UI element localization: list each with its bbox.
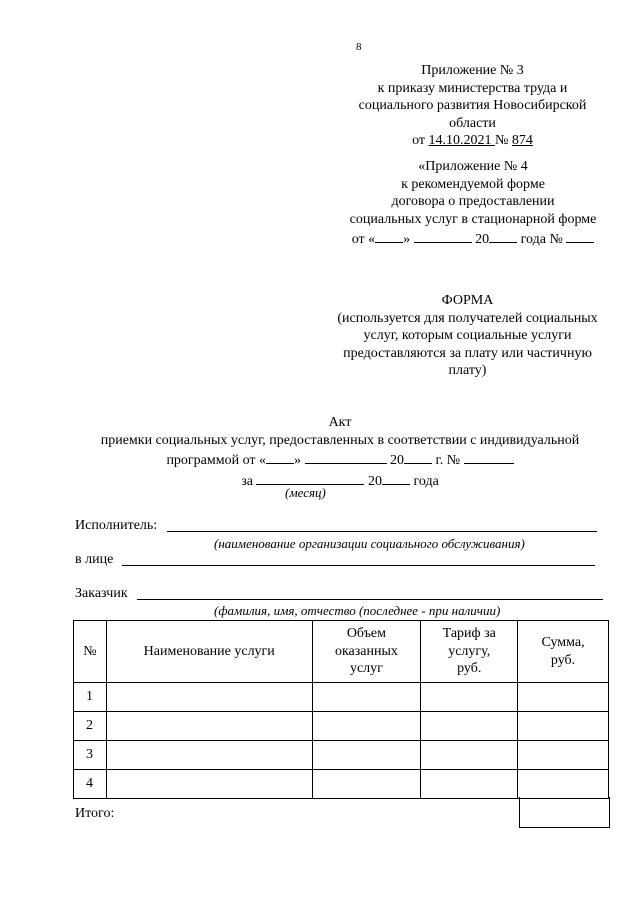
appendix-4-line-3: договора о предоставлении — [391, 194, 555, 209]
act-title: Акт — [328, 415, 352, 430]
table-row — [74, 683, 609, 712]
appendix-4-block — [338, 158, 608, 249]
total-sum-box[interactable] — [519, 797, 610, 828]
page-number: 8 — [356, 41, 362, 53]
forma-line-4: плату) — [448, 363, 487, 378]
appendix-3-line-1: Приложение № 3 — [421, 63, 524, 78]
executor-hint: (наименование организации социального обслуживания) — [214, 536, 525, 551]
header-volume-line-2: оказанных — [334, 643, 398, 659]
executor-field[interactable] — [167, 531, 597, 532]
program-number-label: г. № — [435, 453, 461, 468]
month-blank — [414, 228, 472, 243]
header-sum-line-1: Сумма, — [541, 635, 585, 650]
tariff-cell[interactable] — [421, 741, 518, 770]
volume-cell[interactable] — [312, 770, 421, 799]
header-sum — [518, 621, 609, 683]
period-month-blank — [256, 470, 364, 485]
appendix-3-line-3: социального развития Новосибирской — [358, 98, 587, 113]
row-number: 4 — [74, 770, 107, 799]
header-sum-line-2: руб. — [550, 652, 576, 668]
year-blank — [489, 228, 517, 243]
program-year-prefix: 20 — [390, 453, 405, 468]
sum-cell[interactable] — [518, 683, 609, 712]
period-year-blank — [382, 470, 410, 485]
services-table — [73, 620, 609, 799]
row-number: 2 — [74, 712, 107, 741]
forma-title: ФОРМА — [441, 293, 494, 308]
volume-cell[interactable] — [312, 683, 421, 712]
appendix-3-date-line — [350, 132, 595, 150]
person-label: в лице — [75, 552, 114, 567]
header-service-name: Наименование услуги — [106, 621, 312, 683]
header-volume — [312, 621, 421, 683]
service-name-cell[interactable] — [106, 741, 312, 770]
appendix-4-date-line — [338, 228, 608, 249]
year-prefix: 20 — [475, 232, 490, 247]
order-number: 874 — [511, 133, 533, 148]
act-line-2 — [60, 449, 620, 470]
volume-cell[interactable] — [312, 712, 421, 741]
person-field[interactable] — [122, 565, 595, 566]
sum-cell[interactable] — [518, 770, 609, 799]
forma-line-3: предоставляются за плату или частичную — [343, 345, 592, 361]
forma-line-1: (используется для получателей социальных — [337, 310, 598, 326]
header-tariff-line-1: Тариф за — [442, 626, 496, 642]
volume-cell[interactable] — [312, 741, 421, 770]
header-tariff-line-3: руб. — [457, 661, 482, 677]
tariff-cell[interactable] — [421, 770, 518, 799]
service-name-cell[interactable] — [106, 712, 312, 741]
header-tariff-line-2: услугу, — [448, 643, 491, 659]
appendix-4-line-4: социальных услуг в стационарной форме — [349, 211, 597, 227]
appendix-3-line-4: области — [449, 115, 496, 131]
period-year-prefix: 20 — [367, 473, 382, 489]
table-row — [74, 741, 609, 770]
appendix-4-line-2: к рекомендуемой форме — [401, 176, 545, 192]
row-number: 1 — [74, 683, 107, 712]
header-volume-line-1: Объем — [346, 626, 387, 642]
appendix-3-line-2: к приказу министерства труда и — [377, 80, 568, 96]
program-day-blank — [266, 449, 294, 464]
tariff-cell[interactable] — [421, 683, 518, 712]
program-date-close: » — [294, 453, 302, 468]
total-label: Итого: — [75, 806, 115, 821]
number-sign: № — [495, 133, 512, 148]
act-block — [60, 414, 620, 490]
table-row — [74, 770, 609, 799]
customer-hint: (фамилия, имя, отчество (последнее - при наличии) — [214, 603, 501, 618]
date-open: от « — [351, 232, 376, 247]
header-volume-line-3: услуг — [349, 661, 383, 677]
row-number: 3 — [74, 741, 107, 770]
month-hint: (месяц) — [285, 485, 326, 500]
service-name-cell[interactable] — [106, 683, 312, 712]
date-prefix: от — [412, 133, 429, 148]
period-label: за — [241, 473, 253, 489]
service-name-cell[interactable] — [106, 770, 312, 799]
program-year-blank — [404, 449, 432, 464]
day-blank — [375, 228, 403, 243]
executor-label: Исполнитель: — [75, 518, 158, 533]
appendix-4-line-1: «Приложение № 4 — [418, 159, 528, 174]
act-line-3 — [60, 470, 620, 491]
table-header-row — [74, 621, 609, 683]
forma-block — [325, 292, 610, 380]
program-number-blank — [464, 449, 514, 464]
year-number-label: года № — [520, 232, 563, 247]
tariff-cell[interactable] — [421, 712, 518, 741]
act-line-1: приемки социальных услуг, предоставленных в соответствии с индивидуальной — [100, 432, 580, 448]
program-date-open: программой от « — [166, 453, 267, 468]
order-date: 14.10.2021 — [428, 133, 496, 148]
table-row — [74, 712, 609, 741]
sum-cell[interactable] — [518, 741, 609, 770]
header-number: № — [74, 621, 107, 683]
customer-field[interactable] — [137, 599, 603, 600]
customer-label: Заказчик — [75, 586, 128, 601]
date-close: » — [403, 232, 411, 247]
sum-cell[interactable] — [518, 712, 609, 741]
forma-line-2: услуг, которым социальные услуги — [363, 328, 572, 343]
header-tariff — [421, 621, 518, 683]
period-year-label: года — [413, 473, 439, 489]
program-month-blank — [305, 449, 387, 464]
number-blank — [566, 228, 594, 243]
appendix-3-block — [350, 62, 595, 150]
